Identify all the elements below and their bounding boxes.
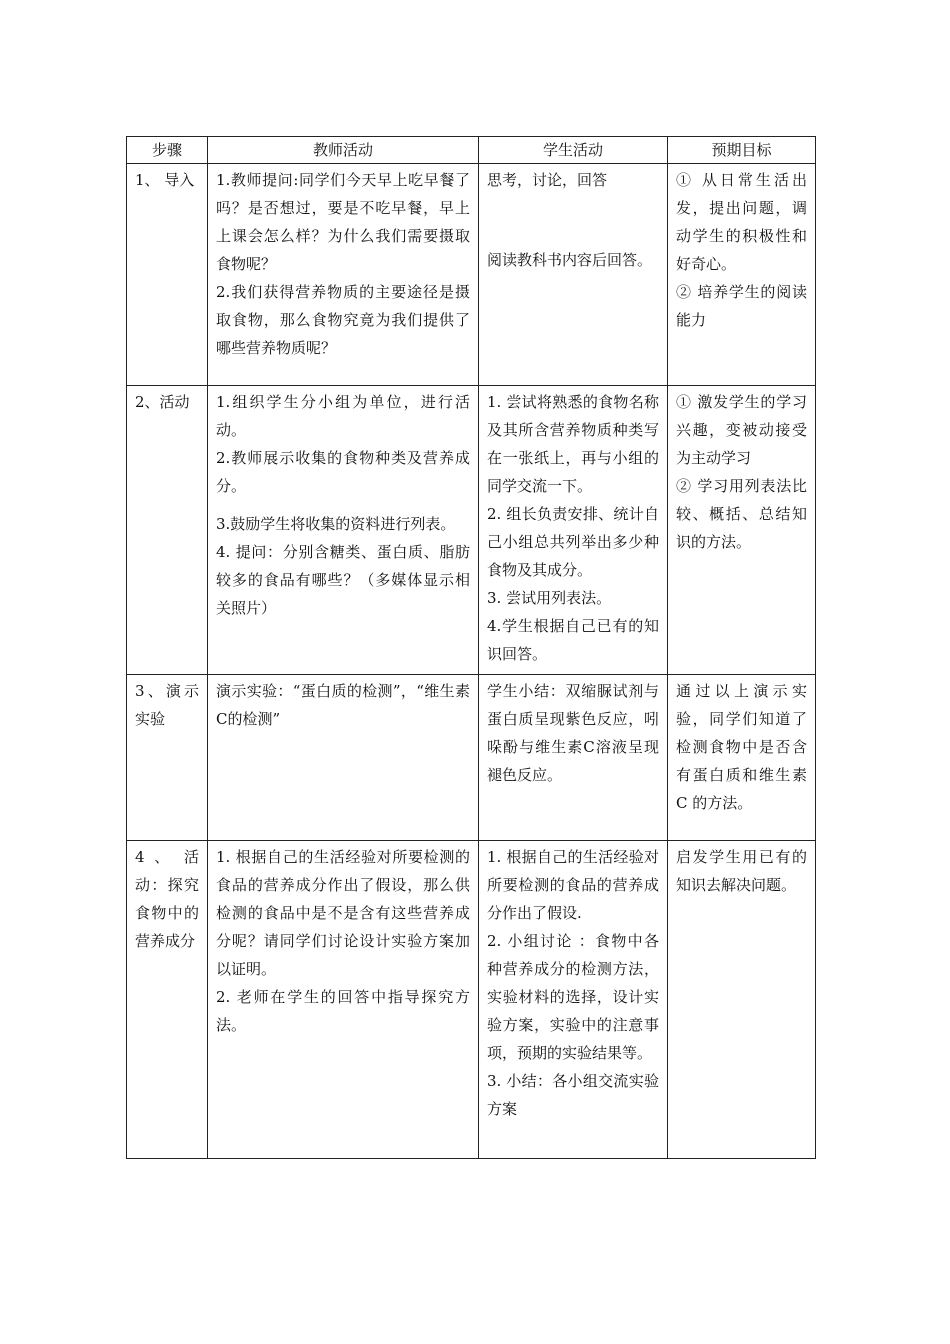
header-teacher-activity: 教师活动 [208,137,479,164]
teacher-item: 1.教师提问:同学们今天早上吃早餐了吗？是否想过，要是不吃早餐，早上上课会怎么样？为什么我们需要摄取食物呢？ [216,171,470,273]
step-cell: 1、 导入 [127,164,208,386]
student-item: 阅读教科书内容后回答。 [487,251,653,269]
step-cell: 2、活动 [127,386,208,675]
teacher-cell [208,386,479,675]
student-cell [479,675,668,841]
student-item: 2. 组长负责安排、统计自己小组总共列举出多少种食物及其成分。 [487,505,659,579]
student-item: 学生小结：双缩脲试剂与蛋白质呈现紫色反应，吲哚酚与维生素C溶液呈现褪色反应。 [487,682,659,784]
goal-item: ② 培养学生的阅读能力 [676,283,807,329]
header-expected-goal: 预期目标 [668,137,816,164]
table-row [127,675,816,841]
teacher-item: 3.鼓励学生将收集的资料进行列表。 [216,515,456,533]
teacher-cell [208,841,479,1159]
lesson-plan-table [126,136,816,1159]
header-step: 步骤 [127,137,208,164]
header-row [127,137,816,164]
student-cell [479,164,668,386]
goal-item: 启发学生用已有的知识去解决问题。 [676,848,807,894]
table-row [127,841,816,1159]
teacher-item: 演示实验：“蛋白质的检测”，“维生素C的检测” [216,682,470,728]
teacher-item: 1. 根据自己的生活经验对所要检测的食品的营养成分作出了假设，那么供检测的食品中是不是含有这些营养成分呢？请同学们讨论设计实验方案加以证明。 [216,848,470,978]
table-row [127,164,816,386]
student-item: 1. 根据自己的生活经验对所要检测的食品的营养成分作出了假设. [487,848,659,922]
student-item: 3. 小结：各小组交流实验方案 [487,1072,659,1118]
goal-item: ② 学习用列表法比较、概括、总结知识的方法。 [676,477,807,551]
teacher-cell [208,675,479,841]
teacher-item: 2.我们获得营养物质的主要途径是摄取食物，那么食物究竟为我们提供了哪些营养物质呢？ [216,283,470,357]
student-cell [479,841,668,1159]
goal-cell [668,164,816,386]
table-row [127,386,816,675]
step-cell: 4 、 活动：探究食物中的营养成分 [127,841,208,1159]
goal-item: ① 激发学生的学习兴趣，变被动接受为主动学习 [676,393,807,467]
step-cell: 3、演示实验 [127,675,208,841]
student-item: 4.学生根据自己已有的知识回答。 [487,617,659,663]
student-item: 1. 尝试将熟悉的食物名称及其所含营养物质种类写在一张纸上，再与小组的同学交流一下。 [487,393,659,495]
student-item: 3. 尝试用列表法。 [487,589,612,607]
teacher-item: 2.教师展示收集的食物种类及营养成分。 [216,449,470,495]
goal-cell [668,675,816,841]
teacher-item: 4. 提问：分别含糖类、蛋白质、脂肪较多的食品有哪些？（多媒体显示相关照片） [216,543,470,617]
teacher-cell [208,164,479,386]
goal-item: 通过以上演示实验，同学们知道了检测食物中是否含有蛋白质和维生素 C 的方法。 [676,682,807,812]
student-item: 2. 小组讨论 ：食物中各种营养成分的检测方法，实验材料的选择，设计实验方案，实验中的注意事项，预期的实验结果等。 [487,932,659,1062]
goal-cell [668,841,816,1159]
goal-cell [668,386,816,675]
teacher-item: 1.组织学生分小组为单位，进行活动。 [216,393,470,439]
teacher-item: 2. 老师在学生的回答中指导探究方法。 [216,988,470,1034]
student-item: 思考，讨论，回答 [487,171,608,189]
header-student-activity: 学生活动 [479,137,668,164]
student-cell [479,386,668,675]
goal-item: ① 从日常生活出发，提出问题，调动学生的积极性和好奇心。 [676,171,807,273]
